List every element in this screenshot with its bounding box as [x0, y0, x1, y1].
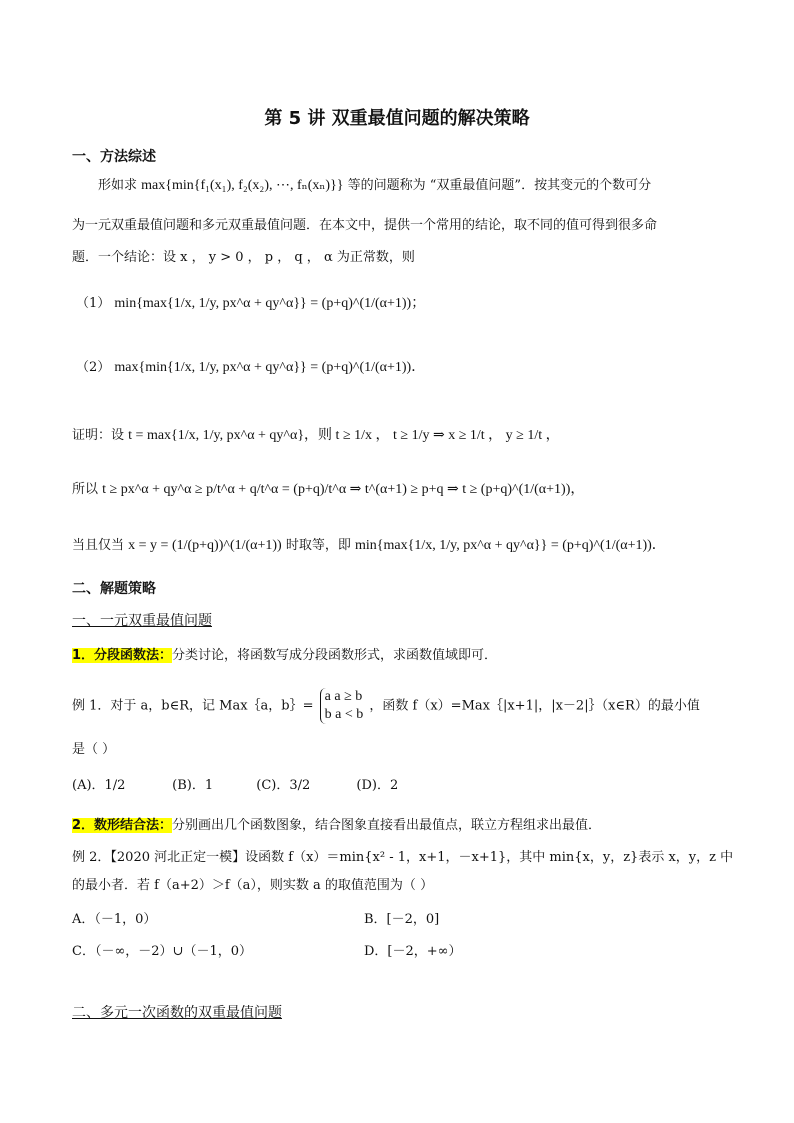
- subsection-heading-1: 一、一元双重最值问题: [72, 613, 212, 629]
- method-text: 分别画出几个函数图象，结合图象直接看出最值点，联立方程组求出最值．: [172, 818, 602, 833]
- intro-text: 形如求: [98, 178, 138, 193]
- example-1-line-1: [72, 688, 700, 724]
- example-1-options: [72, 774, 492, 793]
- method-1: [72, 644, 497, 663]
- example-2-line-2: 的最小者．若 f（a+2）＞f（a），则实数 a 的取值范围为（ ）: [72, 878, 434, 893]
- method-2: [72, 814, 601, 833]
- piece-top: a a ≥ b: [324, 689, 363, 704]
- option-c: (C)．3/2: [256, 778, 311, 793]
- intro-line-3: 题．一个结论：设 x ， y > 0 ， p ， q ， α 为正常数，则: [72, 250, 415, 265]
- option-d: (D)．2: [356, 778, 399, 793]
- method-tag: 1．分段函数法：: [72, 648, 173, 663]
- method-text: 分类讨论，将函数写成分段函数形式，求函数值域即可．: [172, 648, 498, 663]
- intro-text: 等的问题称为 “双重最值问题”．按其变元的个数可分: [347, 178, 652, 193]
- formula-expression: max{min{1/x, 1/y, px^α + qy^α}} = (p+q)^(1/(α+1))．: [114, 360, 426, 375]
- proof-label: 所以: [72, 482, 99, 497]
- proof-formula: x = y = (1/(p+q))^(1/(α+1)): [128, 538, 282, 553]
- proof-formula: min{max{1/x, 1/y, px^α + qy^α}} = (p+q)^(1/(α+1))．: [355, 538, 666, 553]
- method-tag: 2．数形结合法：: [72, 818, 173, 833]
- proof-line-2: [72, 478, 584, 498]
- proof-label: 当且仅当: [72, 538, 125, 553]
- formula-expression: min{max{1/x, 1/y, px^α + qy^α}} = (p+q)^(1/(α+1))；: [114, 296, 426, 311]
- example-2-option-d: D．[－2，+∞）: [364, 944, 462, 959]
- proof-line-1: [72, 424, 560, 444]
- formula-label: （1）: [76, 296, 111, 311]
- piece-bottom: b a < b: [324, 707, 364, 722]
- proof-formula: t = max{1/x, 1/y, px^α + qy^α}，则 t ≥ 1/x ， t ≥ 1/y ⇒ x ≥ 1/t ， y ≥ 1/t ，: [128, 428, 560, 443]
- subsection-heading-2: 二、多元一次函数的双重最值问题: [72, 1005, 282, 1021]
- section-heading-overview: 一、方法综述: [72, 149, 156, 165]
- example-2-option-a: A．（－1，0）: [72, 912, 157, 927]
- example-text: 例 1．对于 a，b∈R，记 Max｛a，b｝=: [72, 698, 314, 714]
- example-2-option-c: C．（－∞，－2）∪（－1，0）: [72, 944, 252, 959]
- proof-label: 证明：设: [72, 428, 125, 443]
- proof-text: 时取等，即: [285, 538, 351, 553]
- option-b: (B)．1: [172, 778, 214, 793]
- page-title: 第 5 讲 双重最值问题的解决策略: [264, 108, 530, 129]
- proof-formula: t ≥ px^α + qy^α ≥ p/t^α + q/t^α = (p+q)/t^α ⇒ t^(α+1) ≥ p+q ⇒ t ≥ (p+q)^(1/(α+1))，: [102, 482, 585, 497]
- intro-line-1: [98, 172, 651, 200]
- formula-label: （2）: [76, 360, 111, 375]
- intro-line-2: 为一元双重最值问题和多元双重最值问题．在本文中，提供一个常用的结论，取不同的值可得到很多命: [72, 218, 658, 233]
- option-a: (A)．1/2: [72, 778, 126, 793]
- formula-1: [76, 292, 425, 312]
- intro-formula: max{min{f₁(x₁), f₂(x₂), ⋯, fₙ(xₙ)}}: [141, 178, 344, 193]
- section-heading-strategy: 二、解题策略: [72, 581, 156, 597]
- example-2-line-1: 例 2．【2020 河北正定一模】设函数 f（x）＝min{x² - 1，x+1，－x+1}，其中 min{x，y，z}表示 x，y，z 中: [72, 850, 734, 865]
- example-2-option-b: B．[－2，0]: [364, 912, 440, 927]
- proof-line-3: [72, 534, 666, 554]
- example-text: ，函数 f（x）=Max｛|x+1|，|x－2|｝（x∈R）的最小值: [369, 698, 700, 714]
- piecewise-definition: [320, 688, 364, 724]
- formula-2: [76, 356, 425, 376]
- example-1-line-2: 是（ ）: [72, 742, 116, 757]
